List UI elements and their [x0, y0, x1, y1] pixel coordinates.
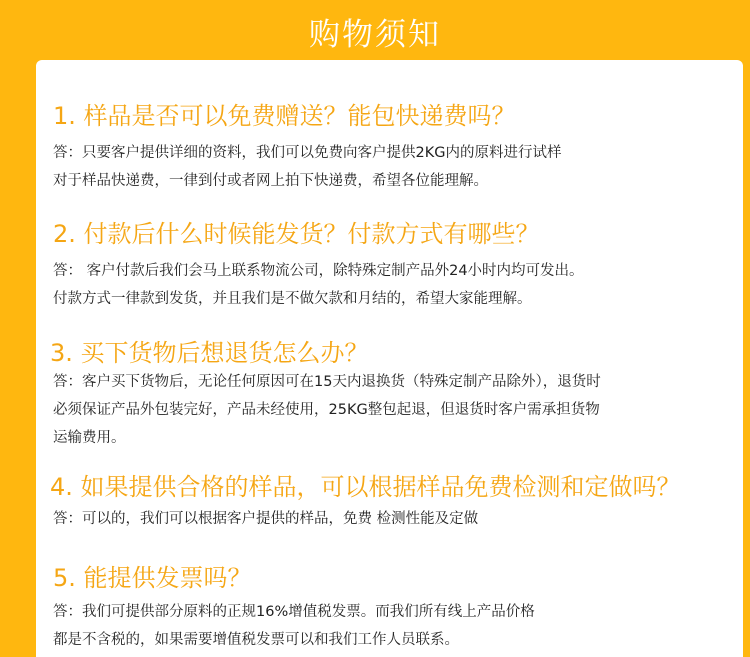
faq-answer-4-line-1: 答：可以的，我们可以根据客户提供的样品，免费 检测性能及定做	[53, 511, 479, 527]
faq-answer-1-line-1: 答：只要客户提供详细的资料，我们可以免费向客户提供2KG内的原料进行试样	[53, 145, 562, 161]
page-title: 购物须知	[309, 16, 441, 53]
faq-question-4: 4. 如果提供合格的样品，可以根据样品免费检测和定做吗？	[50, 473, 681, 501]
faq-panel	[36, 60, 743, 657]
faq-question-5: 5. 能提供发票吗？	[53, 564, 252, 592]
faq-answer-2-line-2: 付款方式一律款到发货，并且我们是不做欠款和月结的，希望大家能理解。	[53, 291, 532, 307]
faq-answer-3-line-1: 答：客户买下货物后，无论任何原因可在15天内退换货（特殊定制产品除外），退货时	[53, 374, 601, 390]
faq-answer-3-line-3: 运输费用。	[53, 430, 126, 446]
faq-answer-5-line-2: 都是不含税的，如果需要增值税发票可以和我们工作人员联系。	[53, 632, 459, 648]
faq-answer-3-line-2: 必须保证产品外包装完好，产品未经使用，25KG整包起退，但退货时客户需承担货物	[53, 402, 600, 418]
faq-answer-5-line-1: 答：我们可提供部分原料的正规16%增值税发票。而我们所有线上产品价格	[53, 604, 535, 620]
faq-question-2: 2. 付款后什么时候能发货？付款方式有哪些？	[53, 220, 540, 248]
faq-answer-1-line-2: 对于样品快递费，一律到付或者网上拍下快递费，希望各位能理解。	[53, 173, 488, 189]
faq-question-3: 3. 买下货物后想退货怎么办？	[50, 339, 369, 367]
faq-answer-2-line-1: 答： 客户付款后我们会马上联系物流公司，除特殊定制产品外24小时内均可发出。	[53, 263, 584, 279]
faq-question-1: 1. 样品是否可以免费赠送？能包快递费吗？	[53, 102, 516, 130]
page-header	[0, 0, 750, 62]
